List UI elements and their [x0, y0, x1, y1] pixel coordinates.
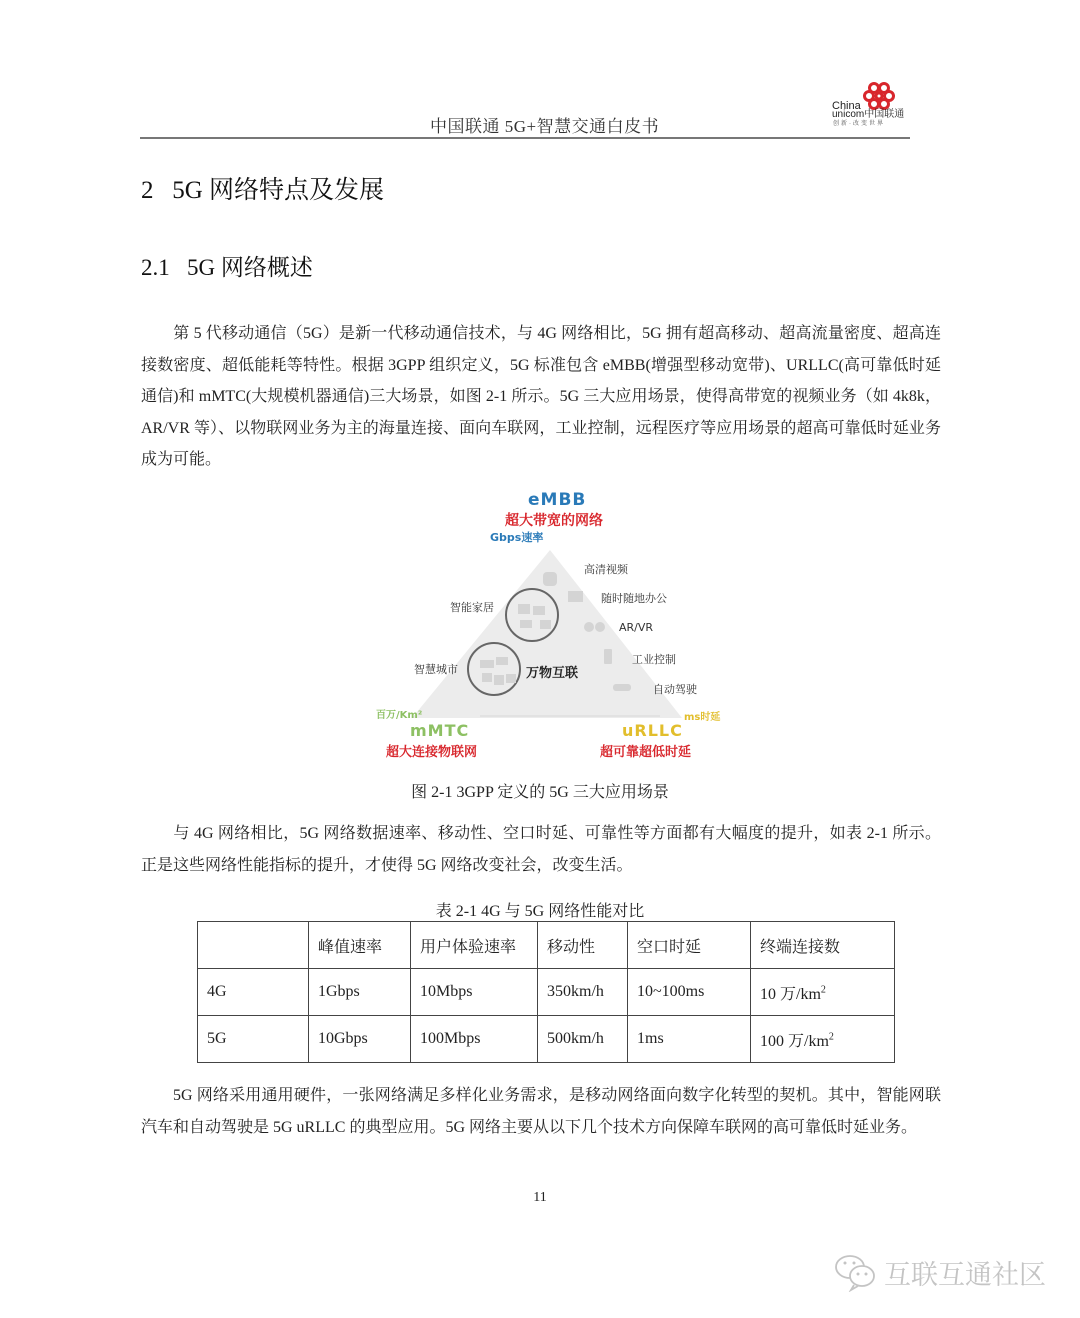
screen-icon [533, 606, 545, 615]
cell-latency: 10~100ms [628, 969, 751, 1016]
page-number: 11 [533, 1190, 547, 1205]
mmtc-desc: 超大连接物联网 [386, 745, 478, 760]
cell-mobility: 500km/h [538, 1016, 628, 1063]
connections-value: 10 万/km [760, 985, 821, 1003]
performance-table [197, 921, 895, 1063]
tv-icon [568, 591, 583, 602]
urllc-metric: ms时延 [684, 712, 721, 723]
connections-sup: 2 [828, 1031, 834, 1043]
cell-mobility: 350km/h [538, 969, 628, 1016]
logo-slogan: 创新·改变世界 [833, 121, 885, 127]
paragraph-intro-text: 第 5 代移动通信（5G）是新一代移动通信技术，与 4G 网络相比，5G 拥有超高移动、超高流量密度、超高连接数密度、超低能耗等特性。根据 3GPP 组织定义，5G 标准包含 eMBB(增强型移动宽带)、URLLC(高可靠低时延通信)和 mMTC(大规模机器通信)三大场景，如图 2-1 所示。5G 三大应用场景，使得高带宽的视频业务（如 4k8k，AR/VR 等）、以物联网业务为主的海量连接、面向车联网，工业控制，远程医疗等应用场景的超高可靠低时延业务成为可能。 [141, 325, 941, 468]
bus-icon [494, 675, 504, 685]
subsection-heading: 2.1 5G 网络概述 [141, 255, 313, 280]
left-label-smart-city: 智慧城市 [414, 663, 458, 676]
urllc-desc: 超可靠超低时延 [600, 745, 692, 760]
right-label-mobile-office: 随时随地办公 [601, 592, 667, 605]
connections-value: 100 万/km [760, 1032, 829, 1050]
database-icon [543, 572, 557, 586]
header-cell-user-rate: 用户体验速率 [411, 922, 538, 969]
right-label-arvr: AR/VR [619, 621, 654, 634]
cell-user-rate: 10Mbps [411, 969, 538, 1016]
figure-caption: 图 2-1 3GPP 定义的 5G 三大应用场景 [411, 784, 669, 801]
header-divider [140, 137, 910, 139]
header-cell-peak-rate: 峰值速率 [309, 922, 411, 969]
table-header-row [198, 922, 895, 969]
home-icon [518, 604, 530, 614]
paragraph-comparison [141, 818, 941, 881]
logo-text-unicom: unicom中国联通 [832, 109, 905, 120]
car-icon [613, 684, 631, 691]
paragraph-urllc [141, 1080, 941, 1143]
right-label-hd-video: 高清视频 [584, 563, 628, 576]
table-row [198, 1016, 895, 1063]
camera-icon [540, 620, 551, 629]
cloud-icon [496, 657, 508, 665]
embb-metric: Gbps速率 [490, 531, 544, 544]
house-icon [482, 673, 492, 682]
logo-text-china: China [832, 100, 861, 112]
box-icon [506, 674, 516, 683]
header-cell-connections: 终端连接数 [751, 922, 895, 969]
cell-gen: 4G [198, 969, 309, 1016]
section-heading: 2 5G 网络特点及发展 [141, 177, 385, 204]
embb-desc: 超大带宽的网络 [505, 513, 603, 529]
running-header-title: 中国联通 5G+智慧交通白皮书 [430, 117, 660, 136]
wechat-icon [832, 1252, 880, 1292]
urllc-name: uRLLC [622, 721, 683, 740]
right-label-industrial-control: 工业控制 [632, 653, 676, 666]
vehicle-icon [480, 660, 494, 668]
embb-name: eMBB [528, 490, 587, 510]
header-cell-latency: 空口时延 [628, 922, 751, 969]
cell-user-rate: 100Mbps [411, 1016, 538, 1063]
table-row [198, 969, 895, 1016]
paragraph-urllc-text: 5G 网络采用通用硬件，一张网络满足多样化业务需求，是移动网络面向数字化转型的契机。其中，智能网联汽车和自动驾驶是 5G uRLLC 的典型应用。5G 网络主要从以下几个技术方向保障车联网的高可靠低时延业务。 [141, 1087, 941, 1136]
center-label-iot: 万物互联 [526, 666, 579, 681]
connections-sup: 2 [820, 984, 826, 996]
cell-latency: 1ms [628, 1016, 751, 1063]
header-cell-mobility: 移动性 [538, 922, 628, 969]
5g-scenarios-diagram [360, 488, 740, 768]
paragraph-comparison-text: 与 4G 网络相比，5G 网络数据速率、移动性、空口时延、可靠性等方面都有大幅度的提升，如表 2-1 所示。正是这些网络性能指标的提升，才使得 5G 网络改变社会，改变生活。 [141, 825, 941, 874]
header-cell-empty [198, 922, 309, 969]
paragraph-intro [141, 318, 941, 476]
right-label-autonomous-driving: 自动驾驶 [653, 683, 697, 696]
cell-peak-rate: 1Gbps [309, 969, 411, 1016]
watermark-text: 互联互通社区 [884, 1260, 1046, 1291]
cell-connections [751, 969, 895, 1016]
cell-peak-rate: 10Gbps [309, 1016, 411, 1063]
motorbike-icon [584, 622, 594, 632]
mmtc-metric: 百万/Km² [376, 710, 423, 721]
tv2-icon [520, 620, 532, 628]
mmtc-name: mMTC [410, 721, 470, 740]
table-caption: 表 2-1 4G 与 5G 网络性能对比 [435, 903, 645, 920]
left-label-smart-home: 智能家居 [450, 601, 494, 614]
tablet-icon [604, 649, 612, 664]
cell-gen: 5G [198, 1016, 309, 1063]
cell-connections [751, 1016, 895, 1063]
